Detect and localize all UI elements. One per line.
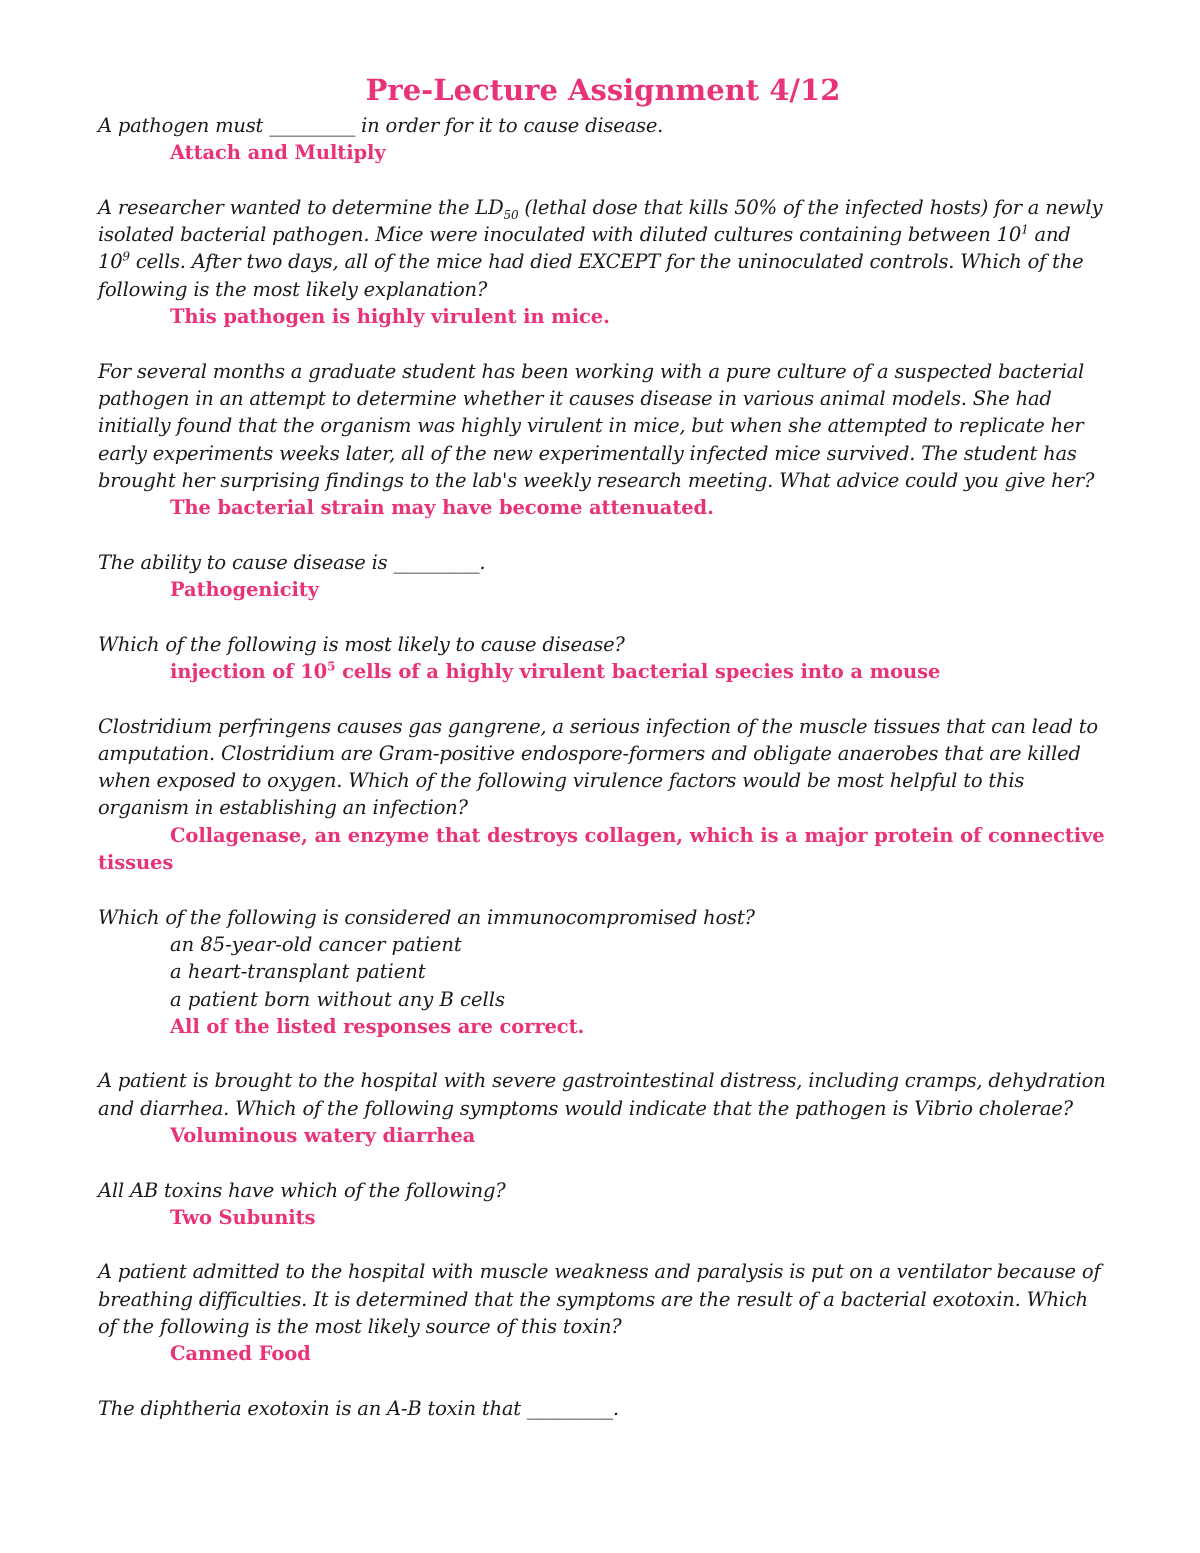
spacer [98,1368,1108,1395]
answer-10: Canned Food [170,1342,311,1366]
question-9: All AB toxins have which of the following? [98,1178,506,1202]
question-6: Clostridium perfringens causes gas gangrene, a serious infection of the muscle tissues that can lead to amputation. Clostridium are Gram-positive endospore-formers and obligate anaerobes that are killed when exposed to oxygen. Which of the following virulence factors would be most helpful to this organism in establishing an infection? [98,714,1098,820]
answer-9: Two Subunits [170,1205,316,1229]
answer-2: This pathogen is highly virulent in mice. [170,305,610,329]
spacer [98,876,1108,903]
spacer [98,1149,1108,1176]
question-2-part2: (lethal dose that kills 50% of the infected hosts) for a newly isolated bacterial pathogen. Mice were inoculated with diluted cultures containing between 10 [98,195,1103,247]
spacer [98,685,1108,712]
question-1: A pathogen must _________ in order for it to cause disease. [98,114,664,137]
answer-5-superscript: 5 [327,659,336,674]
option-item: a heart-transplant patient [170,960,426,984]
question-2-part4: cells. After two days, all of the mice had died EXCEPT for the uninoculated controls. Which of the following is the most likely explanation? [98,250,1084,301]
document-page [98,70,1108,1422]
question-2-superscript-1: 1 [1021,222,1029,237]
question-2-part1: A researcher wanted to determine the LD [98,195,504,219]
question-2-subscript: 50 [503,207,519,222]
answer-1: Attach and Multiply [170,141,386,165]
spacer [98,603,1108,630]
answer-7: All of the listed responses are correct. [170,1014,585,1038]
question-7: Which of the following is considered an immunocompromised host? [98,905,755,929]
answer-4: Pathogenicity [170,578,319,602]
question-2-part3: and 10 [98,223,1071,274]
spacer [98,167,1108,194]
question-5: Which of the following is most likely to cause disease? [98,632,625,656]
answer-8: Voluminous watery diarrhea [170,1123,476,1147]
spacer [98,1040,1108,1067]
answer-5-part2: cells of a highly virulent bacterial species into a mouse [335,659,941,683]
option-item: an 85-year-old cancer patient [170,932,462,956]
answer-5-part1: injection of 10 [170,659,328,683]
question-2 [98,194,1108,303]
question-2-superscript-2: 9 [122,249,130,264]
spacer [98,330,1108,357]
answer-5 [98,658,1108,685]
spacer [98,1231,1108,1258]
question-11: The diphtheria exotoxin is an A-B toxin that _________. [98,1396,619,1420]
question-10: A patient admitted to the hospital with muscle weakness and paralysis is put on a ventilator because of breathing difficulties. It is determined that the symptoms are the result of a bacterial exotoxin. Which of the following is the most likely source of this toxin? [98,1260,1101,1339]
spacer [98,521,1108,548]
option-item: a patient born without any B cells [170,987,505,1011]
answer-6: Collagenase, an enzyme that destroys collagen, which is a major protein of connective tissues [98,823,1105,875]
question-3: For several months a graduate student has been working with a pure culture of a suspected bacterial pathogen in an attempt to determine whether it causes disease in various animal models. She had initially found that the organism was highly virulent in mice, but when she attempted to replicate her early experiments weeks later, all of the new experimentally infected mice survived. The student has brought her surprising findings to the lab's weekly research meeting. What advice could you give her? [98,359,1095,492]
question-8: A patient is brought to the hospital with severe gastrointestinal distress, including cramps, dehydration and diarrhea. Which of the following symptoms would indicate that the pathogen is Vibrio cholerae? [98,1069,1106,1120]
page-title: Pre-Lecture Assignment 4/12 [365,73,841,107]
answer-3: The bacterial strain may have become attenuated. [170,496,714,520]
question-4: The ability to cause disease is _________. [98,550,486,574]
